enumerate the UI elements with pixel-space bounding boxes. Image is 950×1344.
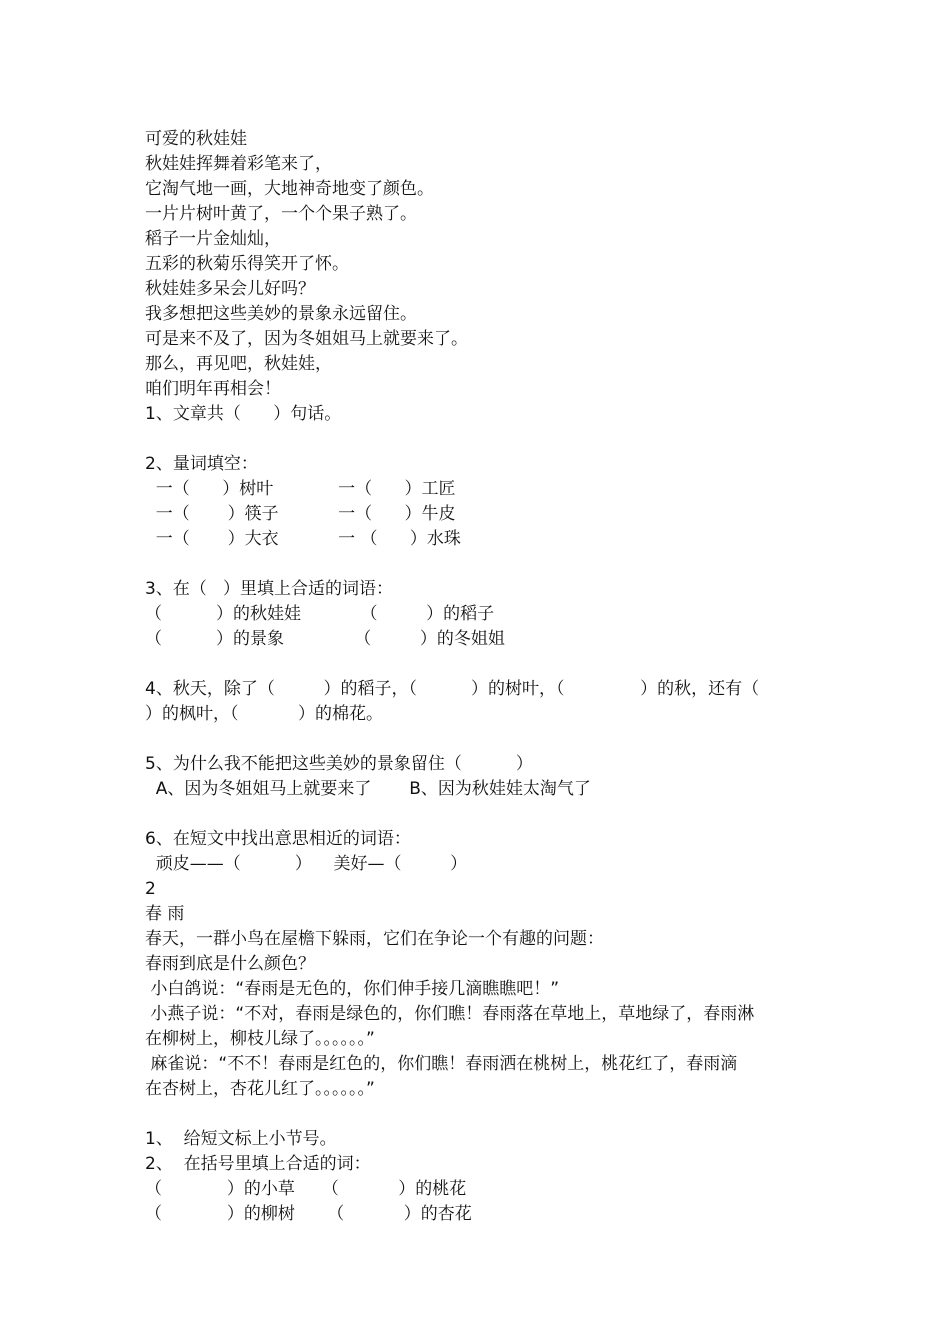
passage1-line: 稻子一片金灿灿，	[145, 229, 281, 249]
passage1-line: 那么，再见吧，秋娃娃，	[145, 354, 332, 374]
passage2-line: 在杏树上，杏花儿红了。。。。。。”	[145, 1079, 375, 1099]
passage1-line: 五彩的秋菊乐得笑开了怀。	[145, 254, 349, 274]
question2-2-row: （ ）的柳树 （ ）的杏花	[145, 1204, 472, 1224]
question-4-line: 4、秋天，除了（ ）的稻子，（ ）的树叶，（ ）的秋，还有（	[145, 679, 760, 699]
passage1-line: 我多想把这些美妙的景象永远留住。	[145, 304, 417, 324]
passage2-line: 春雨到底是什么颜色？	[145, 954, 315, 974]
passage2-line: 小白鸽说：“春雨是无色的，你们伸手接几滴瞧瞧吧！”	[145, 979, 560, 999]
question-2-title: 2、量词填空：	[145, 454, 258, 474]
question-5-options: A、因为冬姐姐马上就要来了 B、因为秋娃娃太淘气了	[145, 779, 591, 799]
passage2-line: 麻雀说：“不不！春雨是红色的，你们瞧！春雨洒在桃树上，桃花红了，春雨滴	[145, 1054, 738, 1074]
question-4-line: ）的枫叶，（ ）的棉花。	[145, 704, 383, 724]
passage1-line: 它淘气地一画，大地神奇地变了颜色。	[145, 179, 434, 199]
passage2-line: 小燕子说：“不对，春雨是绿色的，你们瞧！春雨落在草地上，草地绿了，春雨淋	[145, 1004, 755, 1024]
question-6-title: 6、在短文中找出意思相近的词语：	[145, 829, 411, 849]
passage2-number: 2	[145, 879, 156, 899]
question-1: 1、文章共（ ）句话。	[145, 404, 342, 424]
passage1-line: 秋娃娃挥舞着彩笔来了，	[145, 154, 332, 174]
passage1-line: 秋娃娃多呆会儿好吗？	[145, 279, 315, 299]
passage2-line: 春天，一群小鸟在屋檐下躲雨，它们在争论一个有趣的问题：	[145, 929, 604, 949]
question-5-title: 5、为什么我不能把这些美妙的景象留住（ ）	[145, 754, 533, 774]
question-6-row: 顽皮——（ ） 美好—（ ）	[145, 854, 468, 874]
passage1-line: 可是来不及了，因为冬姐姐马上就要来了。	[145, 329, 468, 349]
question-2-row: 一（ ）大衣 一 （ ）水珠	[145, 529, 461, 549]
passage1-line: 咱们明年再相会！	[145, 379, 281, 399]
passage1-line: 一片片树叶黄了，一个个果子熟了。	[145, 204, 417, 224]
question-3-row: （ ）的景象 （ ）的冬姐姐	[145, 629, 505, 649]
passage1-title: 可爱的秋娃娃	[145, 129, 247, 149]
question2-2-row: （ ）的小草 （ ）的桃花	[145, 1179, 467, 1199]
question-3-row: （ ）的秋娃娃 （ ）的稻子	[145, 604, 495, 624]
question-2-row: 一（ ）筷子 一（ ）牛皮	[145, 504, 456, 524]
question2-2-title: 2、 在括号里填上合适的词：	[145, 1154, 371, 1174]
passage2-line: 在柳树上，柳枝儿绿了。。。。。。”	[145, 1029, 375, 1049]
question2-1: 1、 给短文标上小节号。	[145, 1129, 337, 1149]
question-2-row: 一（ ）树叶 一（ ）工匠	[145, 479, 456, 499]
question-3-title: 3、在（ ）里填上合适的词语：	[145, 579, 394, 599]
passage2-title: 春 雨	[145, 904, 185, 924]
